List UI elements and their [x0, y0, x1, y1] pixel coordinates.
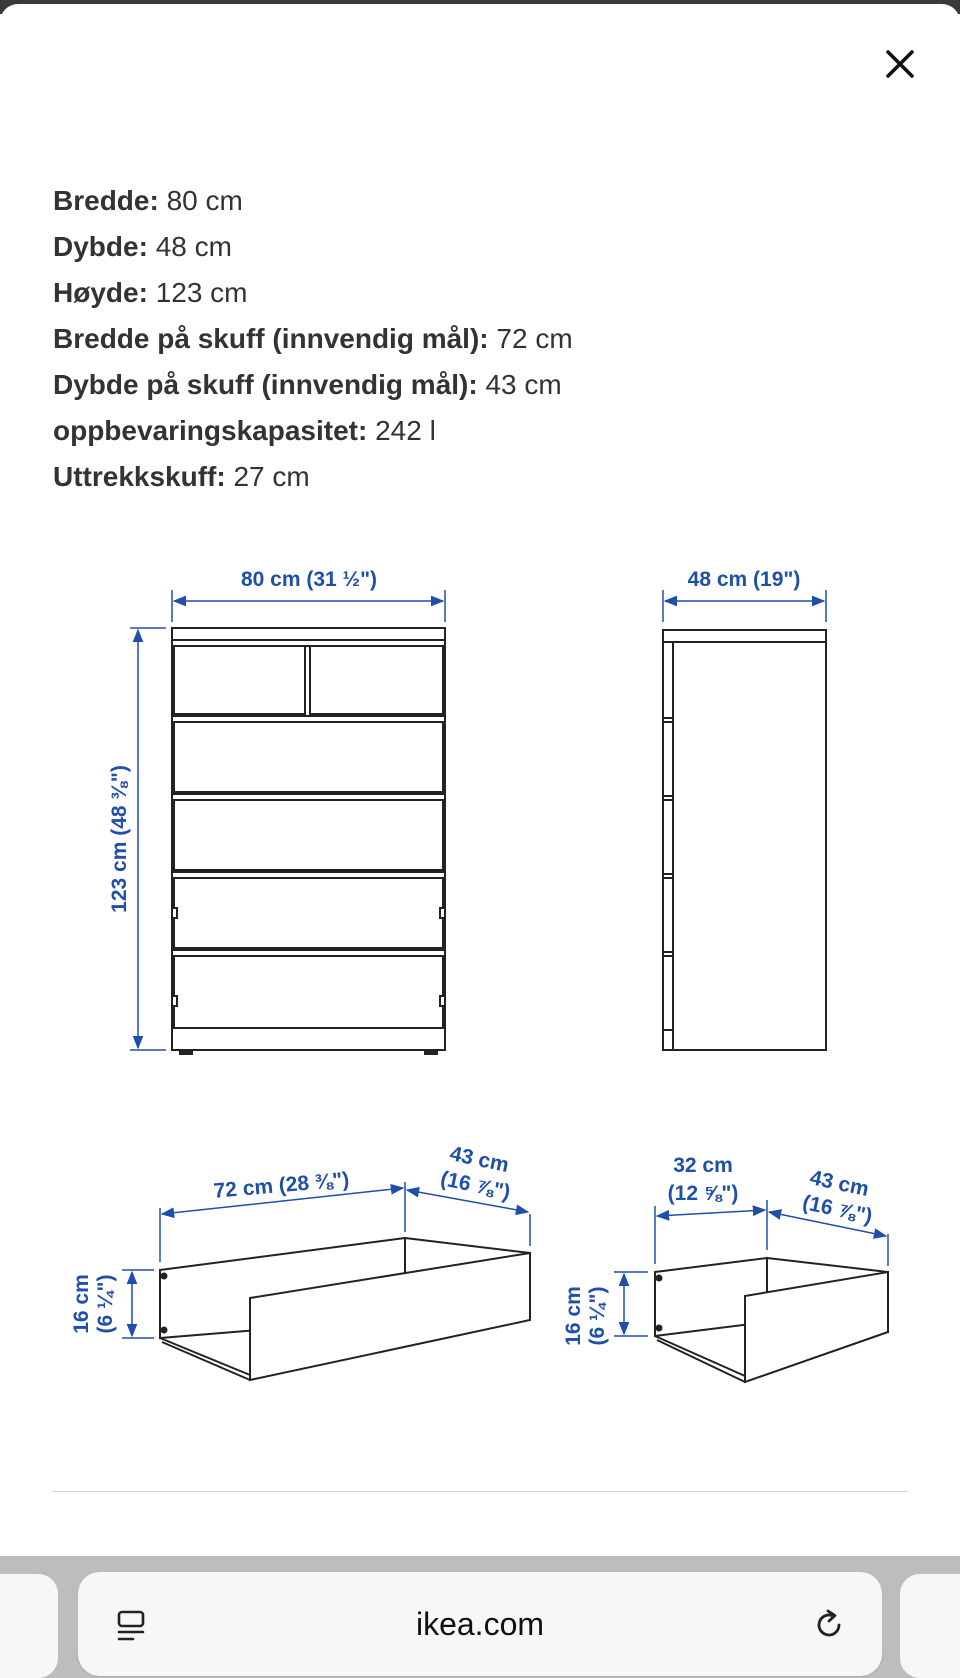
spec-value: 27 cm: [233, 461, 310, 492]
small-drawer-height-label-1: 16 cm: [562, 1286, 585, 1346]
address-bar[interactable]: [78, 1572, 882, 1676]
spec-label: Bredde på skuff (innvendig mål):: [53, 323, 489, 354]
spec-label: oppbevaringskapasitet:: [53, 415, 368, 446]
large-drawer-depth-label-1: 43 cm: [447, 1142, 511, 1178]
side-depth-label: 48 cm (19"): [687, 568, 801, 591]
spec-value: 80 cm: [166, 185, 243, 216]
spec-value: 123 cm: [155, 277, 248, 308]
spec-value: 242 l: [375, 415, 436, 446]
url-text[interactable]: ikea.com: [415, 1605, 545, 1642]
close-button[interactable]: [878, 42, 922, 86]
large-drawer-height-label-1: 16 cm: [70, 1274, 93, 1334]
spec-label: Dybde:: [53, 231, 148, 262]
section-divider: [52, 1491, 908, 1492]
spec-width: [53, 178, 913, 224]
reader-mode-icon[interactable]: [114, 1608, 150, 1644]
small-drawer-depth-label-2: (16 ⅞"): [800, 1191, 875, 1229]
spec-drawer-extension: [53, 454, 913, 500]
spec-value: 48 cm: [155, 231, 232, 262]
small-drawer-height-label-2: (6 ¼"): [586, 1286, 609, 1346]
spec-depth: [53, 224, 913, 270]
spec-label: Uttrekkskuff:: [53, 461, 226, 492]
spec-value: 72 cm: [496, 323, 573, 354]
spec-label: Dybde på skuff (innvendig mål):: [53, 369, 478, 400]
close-icon: [885, 49, 915, 79]
spec-label: Bredde:: [53, 185, 159, 216]
small-drawer-width-label-1: 32 cm: [673, 1154, 733, 1177]
next-tab-preview[interactable]: [900, 1574, 960, 1678]
previous-tab-preview[interactable]: [0, 1574, 58, 1678]
large-drawer-depth-label-2: (16 ⅞"): [438, 1167, 513, 1205]
large-drawer-width-label: 72 cm (28 ⅜"): [212, 1168, 351, 1203]
spec-drawer-width: [53, 316, 913, 362]
reload-icon[interactable]: [810, 1606, 848, 1644]
spec-value: 43 cm: [485, 369, 562, 400]
spec-height: [53, 270, 913, 316]
spec-drawer-depth: [53, 362, 913, 408]
dimensions-list: [53, 178, 913, 500]
large-drawer-height-label-2: (6 ¼"): [94, 1274, 117, 1334]
small-drawer-depth-label-1: 43 cm: [807, 1166, 871, 1202]
front-width-label: 80 cm (31 ½"): [240, 568, 378, 591]
small-drawer-width-label-2: (12 ⅝"): [667, 1182, 739, 1205]
spec-label: Høyde:: [53, 277, 148, 308]
spec-storage-capacity: [53, 408, 913, 454]
front-height-label: 123 cm (48 ⅜"): [108, 765, 131, 913]
